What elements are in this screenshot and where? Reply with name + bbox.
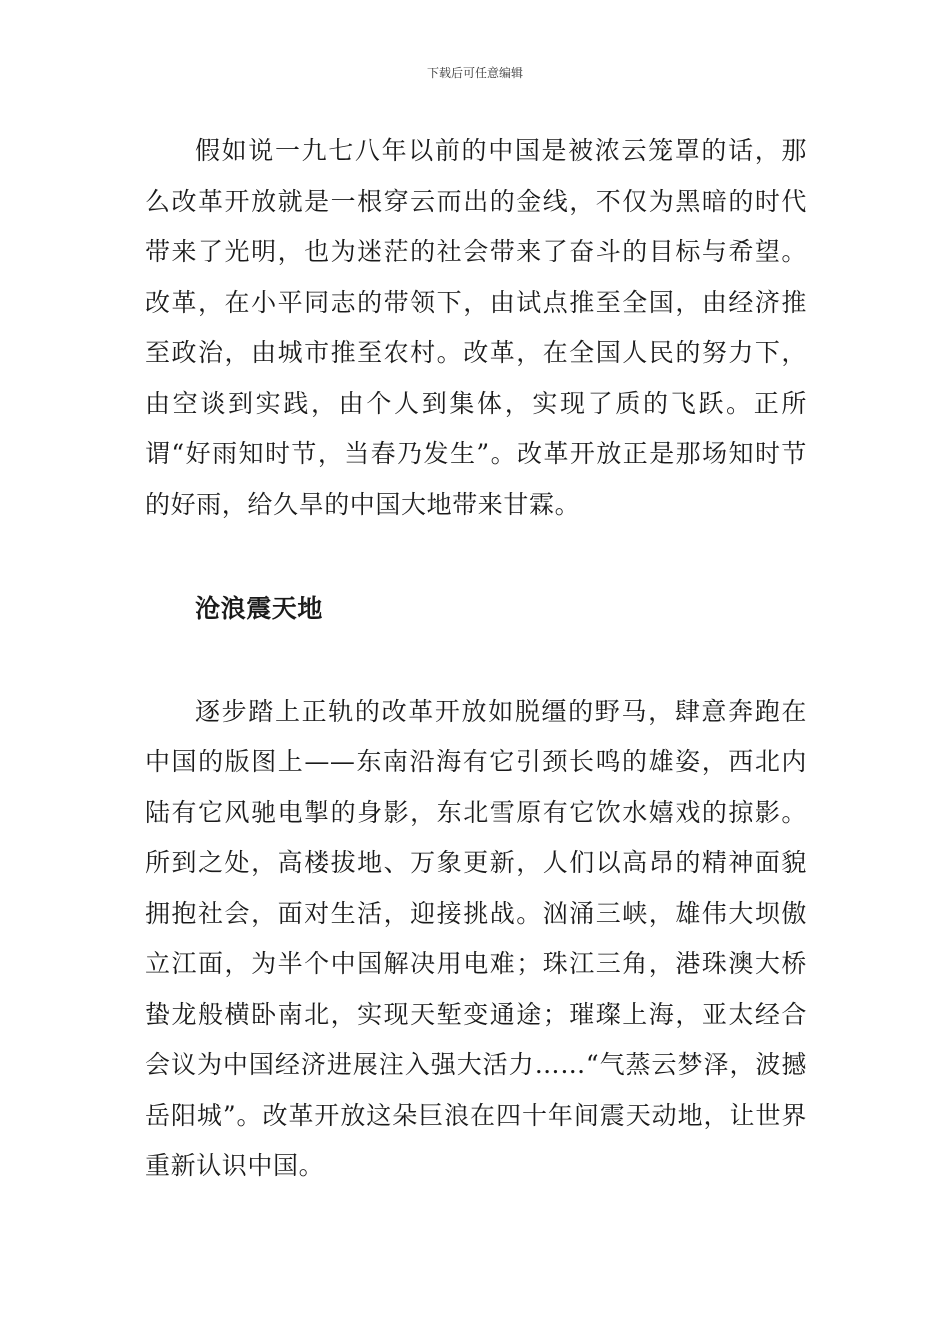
paragraph-reform-waves: 逐步踏上正轨的改革开放如脱缰的野马，肆意奔跑在中国的版图上——东南沿海有它引颈长鸣的雄姿，西北内陆有它风驰电掣的身影，东北雪原有它饮水嬉戏的掠影。所到之处，高楼拔地、万象更新，人们以高昂的精神面貌拥抱社会，面对生活，迎接挑战。汹涌三峡，雄伟大坝傲立江面，为半个中国解决用电难；珠江三角，港珠澳大桥蛰龙般横卧南北，实现天堑变通途；璀璨上海，亚太经合会议为中国经济进展注入强大活力……“气蒸云梦泽，波撼岳阳城”。改革开放这朵巨浪在四十年间震天动地，让世界重新认识中国。 <box>145 696 807 1180</box>
page-header: 下载后可任意编辑 <box>426 66 523 80</box>
section-heading: 沧浪震天地 <box>195 594 324 623</box>
document-body <box>145 126 807 1192</box>
paragraph-reform-intro: 假如说一九七八年以前的中国是被浓云笼罩的话，那么改革开放就是一根穿云而出的金线，不仅为黑暗的时代带来了光明，也为迷茫的社会带来了奋斗的目标与希望。改革，在小平同志的带领下，由试点推至全国，由经济推至政治，由城市推至农村。改革，在全国人民的努力下，由空谈到实践，由个人到集体，实现了质的飞跃。正所谓“好雨知时节，当春乃发生”。改革开放正是那场知时节的好雨，给久旱的中国大地带来甘霖。 <box>145 136 807 519</box>
